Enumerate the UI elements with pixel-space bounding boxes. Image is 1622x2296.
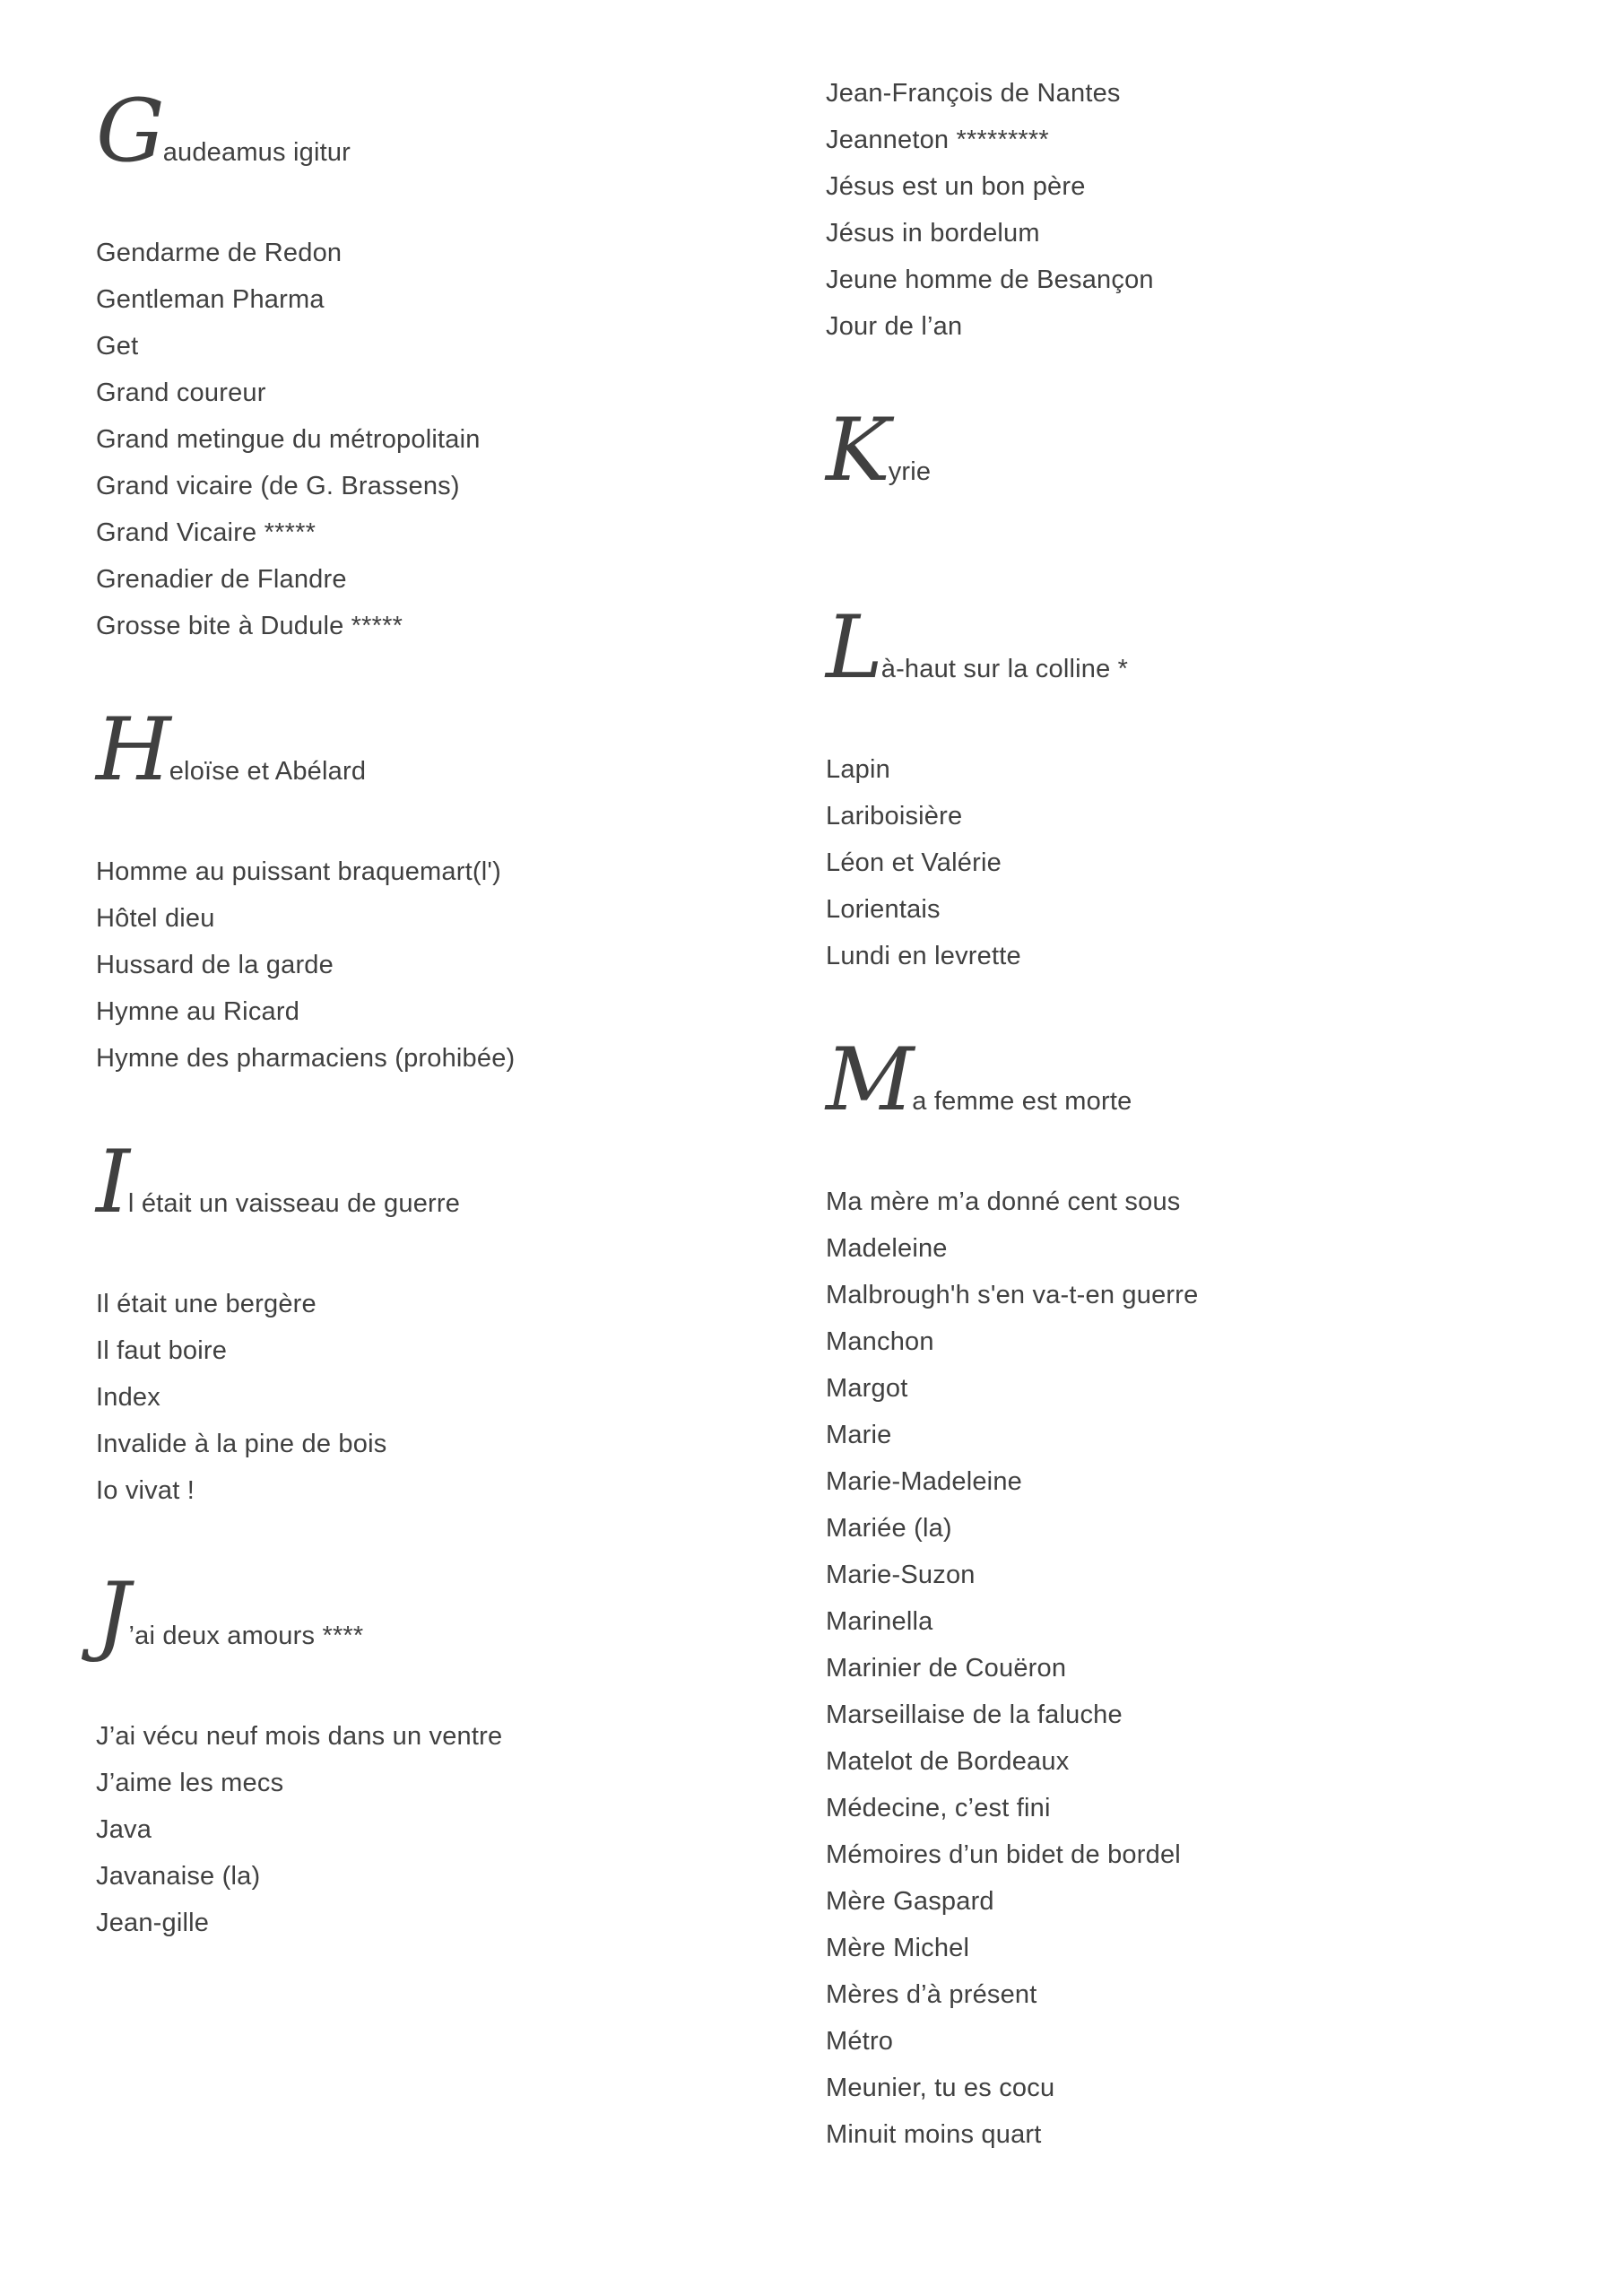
decorative-initial: J (96, 1564, 128, 1665)
song-title: Gendarme de Redon (96, 239, 343, 267)
section-header (826, 1030, 1579, 1130)
song-title: Margot (826, 1374, 908, 1403)
song-title: Jeune homme de Besançon (826, 265, 1154, 294)
song-title: Hussard de la garde (96, 951, 334, 979)
song-title: Lapin (826, 755, 890, 784)
section-title-text: à-haut sur la colline * (880, 655, 1129, 683)
section-header (826, 400, 1579, 500)
song-title: Mère Gaspard (826, 1887, 994, 1916)
section-title-text: ’ai deux amours **** (128, 1622, 364, 1650)
song-list (96, 1713, 795, 1946)
song-title: Marinella (826, 1607, 933, 1636)
song-title: Get (96, 332, 139, 361)
section-header (96, 700, 795, 800)
song-title: Gentleman Pharma (96, 285, 325, 314)
song-title: Hymne au Ricard (96, 997, 300, 1026)
decorative-initial: K (826, 400, 888, 500)
song-title: Il faut boire (96, 1336, 228, 1365)
decorative-initial: H (96, 700, 169, 800)
song-title: Grand vicaire (de G. Brassens) (96, 472, 460, 500)
song-title: Malbrough'h s'en va-t-en guerre (826, 1281, 1199, 1309)
song-title: Grand coureur (96, 378, 266, 407)
song-title: Jésus in bordelum (826, 219, 1040, 248)
song-title: Meunier, tu es cocu (826, 2074, 1055, 2102)
song-title: Jeanneton ********* (826, 126, 1049, 154)
song-title: Java (96, 1815, 152, 1844)
song-title: Jean-gille (96, 1909, 210, 1937)
song-title: J’aime les mecs (96, 1769, 284, 1797)
song-title: Javanaise (la) (96, 1862, 261, 1891)
song-title: Mémoires d’un bidet de bordel (826, 1840, 1181, 1869)
section-header (96, 1564, 795, 1665)
song-title: Grand Vicaire ***** (96, 518, 317, 547)
song-title: Jésus est un bon père (826, 172, 1086, 201)
song-title: Madeleine (826, 1234, 948, 1263)
section-title-text: eloïse et Abélard (169, 757, 367, 786)
song-title: Jean-François de Nantes (826, 79, 1121, 108)
decorative-initial: G (96, 81, 162, 181)
left-column (96, 81, 795, 1946)
song-title: Lorientais (826, 895, 941, 924)
song-title: Hymne des pharmaciens (prohibée) (96, 1044, 516, 1073)
song-title: Mères d’à présent (826, 1980, 1037, 2009)
section-title-text: audeamus igitur (162, 138, 351, 167)
decorative-initial: L (826, 597, 880, 698)
song-list (96, 230, 795, 649)
song-title: Jour de l’an (826, 312, 963, 341)
song-title: Grand metingue du métropolitain (96, 425, 481, 454)
song-title: Invalide à la pine de bois (96, 1430, 387, 1458)
song-list (826, 70, 1579, 350)
song-title: J’ai vécu neuf mois dans un ventre (96, 1722, 503, 1751)
song-title: Marinier de Couëron (826, 1654, 1067, 1683)
section-title-text: yrie (888, 457, 932, 486)
song-title: Mère Michel (826, 1934, 970, 1962)
song-title: Grenadier de Flandre (96, 565, 347, 594)
song-title: Marie-Madeleine (826, 1467, 1022, 1496)
song-title: Lundi en levrette (826, 942, 1021, 970)
song-title: Médecine, c’est fini (826, 1794, 1051, 1822)
song-title: Ma mère m’a donné cent sous (826, 1187, 1181, 1216)
song-list (96, 848, 795, 1082)
right-column (826, 70, 1579, 2158)
song-list (96, 1281, 795, 1514)
section-title-text: a femme est morte (912, 1087, 1132, 1116)
section-title-text: l était un vaisseau de guerre (127, 1189, 461, 1218)
song-title: Index (96, 1383, 160, 1412)
song-title: Marie (826, 1421, 892, 1449)
song-title: Marseillaise de la faluche (826, 1700, 1123, 1729)
song-list (826, 746, 1579, 979)
song-title: Matelot de Bordeaux (826, 1747, 1070, 1776)
song-title: Marie-Suzon (826, 1561, 976, 1589)
song-title: Lariboisière (826, 802, 963, 831)
song-title: Hôtel dieu (96, 904, 215, 933)
song-title: Léon et Valérie (826, 848, 1002, 877)
song-title: Io vivat ! (96, 1476, 195, 1505)
song-title: Mariée (la) (826, 1514, 952, 1543)
section-header (96, 81, 795, 181)
song-title: Grosse bite à Dudule ***** (96, 612, 403, 640)
song-title: Minuit moins quart (826, 2120, 1042, 2149)
song-title: Métro (826, 2027, 894, 2056)
song-list (826, 1178, 1579, 2158)
decorative-initial: M (826, 1030, 912, 1130)
song-title: Manchon (826, 1327, 934, 1356)
song-title: Homme au puissant braquemart(l') (96, 857, 501, 886)
song-title: Il était une bergère (96, 1290, 317, 1318)
section-header (96, 1132, 795, 1232)
decorative-initial: I (96, 1132, 127, 1232)
section-header (826, 597, 1579, 698)
